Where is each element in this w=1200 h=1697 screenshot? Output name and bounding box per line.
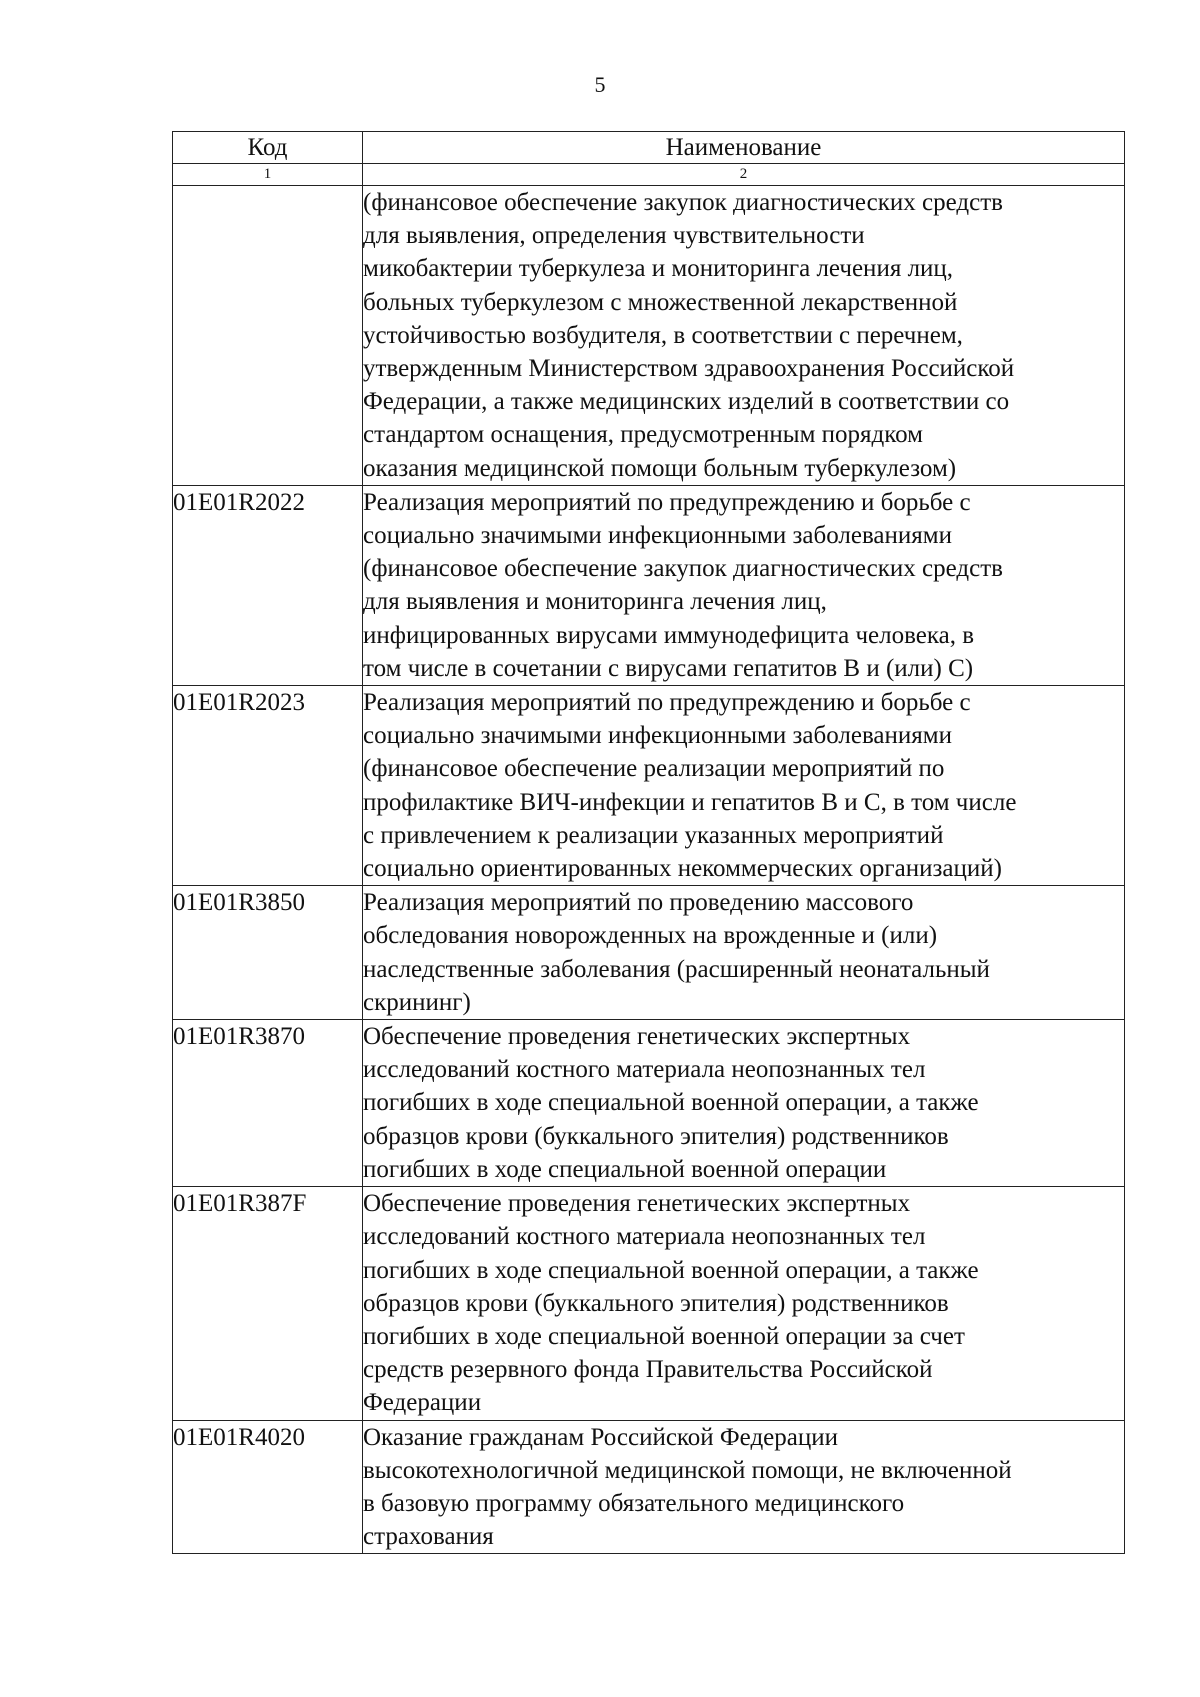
row-name (363, 686, 1125, 886)
table-row (173, 1020, 1125, 1187)
table-row (173, 186, 1125, 486)
row-name-line: Оказание гражданам Российской Федерации (363, 1423, 838, 1451)
table-row (173, 1187, 1125, 1420)
row-name-line: Обеспечение проведения генетических экспертных (363, 1023, 911, 1051)
row-name-line: микобактерии туберкулеза и мониторинга лечения лиц, (363, 255, 954, 283)
row-name (363, 186, 1125, 486)
row-code: 01E01R4020 (173, 1420, 363, 1554)
header-name: Наименование (363, 132, 1125, 164)
column-number-row (173, 164, 1125, 186)
row-name-line: погибших в ходе специальной военной операции, а также (363, 1089, 979, 1117)
row-name-line: высокотехнологичной медицинской помощи, не включенной (363, 1456, 1012, 1484)
table-row (173, 686, 1125, 886)
row-name-line: скрининг) (363, 988, 471, 1016)
row-name-line: том числе в сочетании с вирусами гепатитов B и (или) C) (363, 654, 974, 682)
row-name (363, 1420, 1125, 1554)
row-name-line: (финансовое обеспечение закупок диагностических средств (363, 189, 1003, 216)
row-code (173, 186, 363, 486)
row-name-line: социально ориентированных некоммерческих организаций) (363, 855, 1002, 883)
row-name-line: (финансовое обеспечение реализации мероприятий по (363, 755, 945, 783)
row-name-line: Обеспечение проведения генетических экспертных (363, 1190, 911, 1218)
row-name-line: образцов крови (буккального эпителия) родственников (363, 1289, 949, 1317)
page-number: 5 (594, 72, 606, 97)
row-code: 01E01R2023 (173, 686, 363, 886)
row-name-line: (финансовое обеспечение закупок диагностических средств (363, 555, 1003, 583)
row-name-line: Реализация мероприятий по предупреждению и борьбе с (363, 488, 971, 516)
row-name-line: исследований костного материала неопознанных тел (363, 1056, 926, 1084)
row-name-line: обследования новорожденных на врожденные и (или) (363, 922, 938, 950)
row-name-line: инфицированных вирусами иммунодефицита человека, в (363, 621, 975, 649)
row-name-line: Федерации, а также медицинских изделий в соответствии со (363, 388, 1010, 416)
row-name-line: социально значимыми инфекционными заболеваниями (363, 522, 952, 550)
row-name-line: оказания медицинской помощи больным туберкулезом) (363, 454, 957, 482)
row-name-line: для выявления, определения чувствительности (363, 222, 865, 250)
row-name-line: в базовую программу обязательного медицинского (363, 1489, 905, 1517)
row-name-line: социально значимыми инфекционными заболеваниями (363, 722, 952, 750)
row-code: 01E01R387F (173, 1187, 363, 1420)
row-name-line: утвержденным Министерством здравоохранения Российской (363, 355, 1015, 383)
row-name-line: средств резервного фонда Правительства Российской (363, 1356, 933, 1384)
row-name-line: с привлечением к реализации указанных мероприятий (363, 821, 944, 849)
row-name-line: погибших в ходе специальной военной операции (363, 1155, 887, 1183)
budget-code-table (172, 131, 1125, 1554)
table-row (173, 886, 1125, 1020)
row-name-line: Реализация мероприятий по предупреждению и борьбе с (363, 689, 971, 717)
row-code: 01E01R3870 (173, 1020, 363, 1187)
header-code: Код (173, 132, 363, 164)
table-row (173, 485, 1125, 685)
row-name-line: страхования (363, 1523, 494, 1551)
row-name-line: погибших в ходе специальной военной операции, а также (363, 1256, 979, 1284)
table-body (173, 186, 1125, 1554)
row-name-line: погибших в ходе специальной военной операции за счет (363, 1322, 965, 1350)
row-name (363, 886, 1125, 1020)
row-name (363, 1020, 1125, 1187)
row-name (363, 485, 1125, 685)
row-code: 01E01R3850 (173, 886, 363, 1020)
row-name-line: Реализация мероприятий по проведению массового (363, 889, 914, 917)
row-name-line: образцов крови (буккального эпителия) родственников (363, 1122, 949, 1150)
table-row (173, 1420, 1125, 1554)
row-name-line: профилактике ВИЧ-инфекции и гепатитов B и C, в том числе (363, 788, 1017, 816)
row-name-line: исследований костного материала неопознанных тел (363, 1223, 926, 1251)
row-name-line: наследственные заболевания (расширенный неонатальный (363, 955, 990, 983)
row-name-line: больных туберкулезом с множественной лекарственной (363, 288, 958, 316)
column-number-1: 1 (173, 164, 363, 186)
column-number-2: 2 (363, 164, 1125, 186)
header-row (173, 132, 1125, 164)
row-name (363, 1187, 1125, 1420)
row-name-line: Федерации (363, 1389, 482, 1417)
row-code: 01E01R2022 (173, 485, 363, 685)
row-name-line: для выявления и мониторинга лечения лиц, (363, 588, 827, 616)
row-name-line: устойчивостью возбудителя, в соответствии с перечнем, (363, 321, 963, 349)
row-name-line: стандартом оснащения, предусмотренным порядком (363, 421, 923, 449)
